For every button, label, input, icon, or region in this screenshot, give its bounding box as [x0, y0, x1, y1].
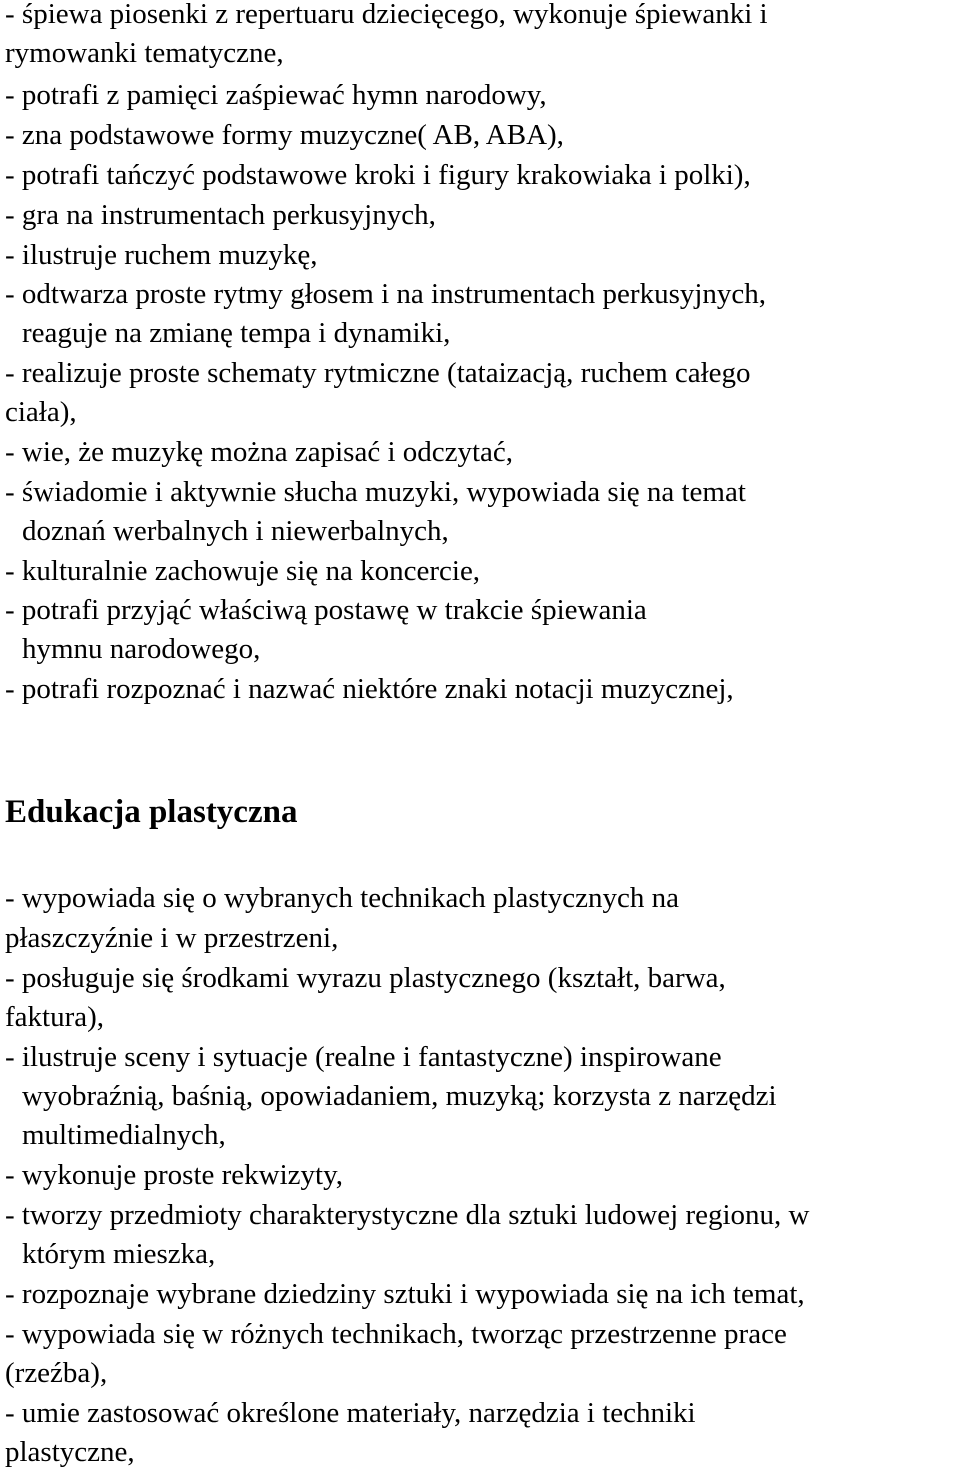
art-line-2: płaszczyźnie i w przestrzeni, — [5, 922, 339, 954]
art-line-15: plastyczne, — [5, 1436, 135, 1468]
music-line-12: - wie, że muzykę można zapisać i odczytać, — [5, 436, 514, 468]
music-line-6: - gra na instrumentach perkusyjnych, — [5, 199, 436, 231]
art-line-11: - rozpoznaje wybrane dziedziny sztuki i wypowiada się na ich temat, — [5, 1278, 805, 1310]
music-line-18: - potrafi rozpoznać i nazwać niektóre znaki notacji muzycznej, — [5, 673, 734, 705]
art-line-4: faktura), — [5, 1001, 105, 1033]
music-line-5: - potrafi tańczyć podstawowe kroki i figury krakowiaka i polki), — [5, 159, 751, 191]
music-line-15: - kulturalnie zachowuje się na koncercie, — [5, 555, 481, 587]
art-line-12: - wypowiada się w różnych technikach, tworząc przestrzenne prace — [5, 1318, 787, 1350]
art-line-10: którym mieszka, — [22, 1238, 216, 1270]
music-line-3: - potrafi z pamięci zaśpiewać hymn narodowy, — [5, 79, 547, 111]
music-line-7: - ilustruje ruchem muzykę, — [5, 239, 318, 271]
art-line-7: multimedialnych, — [22, 1119, 226, 1151]
music-line-8: - odtwarza proste rytmy głosem i na instrumentach perkusyjnych, — [5, 278, 767, 310]
music-line-4: - zna podstawowe formy muzyczne( AB, ABA), — [5, 119, 564, 151]
music-line-14: doznań werbalnych i niewerbalnych, — [22, 515, 449, 547]
music-line-11: ciała), — [5, 396, 77, 428]
art-line-14: - umie zastosować określone materiały, narzędzia i techniki — [5, 1397, 696, 1429]
art-line-8: - wykonuje proste rekwizyty, — [5, 1159, 343, 1191]
music-line-10: - realizuje proste schematy rytmiczne (tataizacją, ruchem całego — [5, 357, 751, 389]
music-line-16: - potrafi przyjąć właściwą postawę w trakcie śpiewania — [5, 594, 647, 626]
art-line-5: - ilustruje sceny i sytuacje (realne i fantastyczne) inspirowane — [5, 1041, 722, 1073]
music-line-1: - śpiewa piosenki z repertuaru dziecięcego, wykonuje śpiewanki i — [5, 0, 768, 30]
music-line-2: rymowanki tematyczne, — [5, 37, 284, 69]
art-line-13: (rzeźba), — [5, 1357, 108, 1389]
music-line-13: - świadomie i aktywnie słucha muzyki, wypowiada się na temat — [5, 476, 746, 508]
art-line-3: - posługuje się środkami wyrazu plastycznego (kształt, barwa, — [5, 962, 726, 994]
section-heading-art: Edukacja plastyczna — [5, 794, 298, 830]
art-line-1: - wypowiada się o wybranych technikach plastycznych na — [5, 882, 680, 914]
music-line-9: reaguje na zmianę tempa i dynamiki, — [22, 317, 451, 349]
music-line-17: hymnu narodowego, — [22, 633, 261, 665]
art-line-6: wyobraźnią, baśnią, opowiadaniem, muzyką; korzysta z narzędzi — [22, 1080, 777, 1112]
art-line-9: - tworzy przedmioty charakterystyczne dla sztuki ludowej regionu, w — [5, 1199, 810, 1231]
